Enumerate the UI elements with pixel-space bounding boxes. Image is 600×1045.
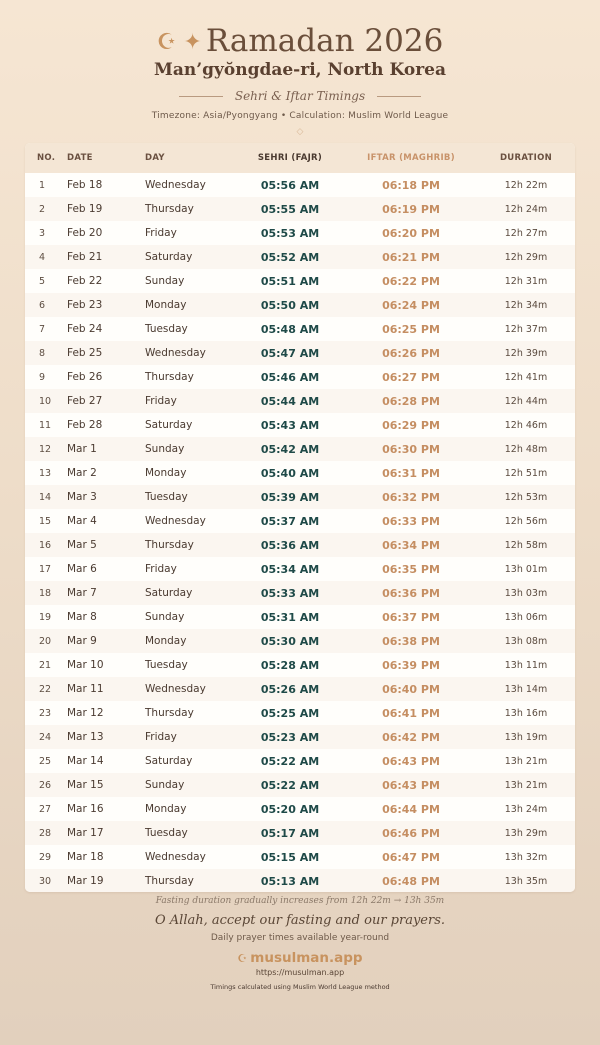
row-no: 27 — [39, 803, 52, 815]
row-sehri: 05:36 AM — [260, 538, 320, 552]
row-sehri: 05:52 AM — [260, 250, 320, 264]
table-row — [25, 653, 575, 677]
row-iftar: 06:34 PM — [382, 538, 440, 552]
row-duration: 13h 16m — [504, 707, 548, 719]
row-day: Wednesday — [145, 347, 206, 359]
row-no: 2 — [39, 203, 46, 215]
table-row — [25, 821, 575, 845]
row-duration: 12h 48m — [504, 443, 548, 455]
row-sehri: 05:20 AM — [260, 802, 320, 816]
table-row — [25, 461, 575, 485]
row-sehri: 05:56 AM — [260, 178, 320, 192]
row-duration: 12h 53m — [504, 491, 548, 503]
row-date: Feb 20 — [67, 227, 103, 239]
row-sehri: 05:55 AM — [260, 202, 320, 216]
row-sehri: 05:30 AM — [260, 634, 320, 648]
table-row — [25, 773, 575, 797]
row-iftar: 06:31 PM — [382, 466, 440, 480]
row-sehri: 05:43 AM — [260, 418, 320, 432]
duration-note: Fasting duration gradually increases from 12h 22m → 13h 35m — [155, 896, 445, 906]
row-day: Saturday — [145, 251, 193, 263]
row-date: Feb 19 — [67, 203, 103, 215]
row-date: Feb 27 — [67, 395, 103, 407]
row-duration: 12h 46m — [504, 419, 548, 431]
row-no: 21 — [39, 659, 52, 671]
row-date: Mar 10 — [67, 659, 104, 671]
table-row — [25, 389, 575, 413]
row-sehri: 05:37 AM — [260, 514, 320, 528]
row-day: Thursday — [145, 875, 194, 887]
row-date: Mar 2 — [67, 467, 97, 479]
row-day: Monday — [145, 635, 187, 647]
page-title — [0, 24, 600, 60]
row-date: Mar 4 — [67, 515, 97, 527]
row-iftar: 06:35 PM — [382, 562, 440, 576]
row-day: Friday — [145, 395, 177, 407]
row-iftar: 06:44 PM — [382, 802, 440, 816]
table-row — [25, 629, 575, 653]
row-iftar: 06:19 PM — [382, 202, 440, 216]
row-no: 7 — [39, 323, 46, 335]
row-duration: 12h 22m — [504, 179, 548, 191]
row-date: Mar 19 — [67, 875, 104, 887]
table-row — [25, 869, 575, 892]
row-day: Thursday — [145, 203, 194, 215]
row-no: 14 — [39, 491, 52, 503]
row-day: Monday — [145, 467, 187, 479]
table-row — [25, 509, 575, 533]
table-row — [25, 293, 575, 317]
table-row — [25, 341, 575, 365]
row-iftar: 06:37 PM — [382, 610, 440, 624]
row-sehri: 05:17 AM — [260, 826, 320, 840]
location-title: Man’gyŏngdae-ri, North Korea — [154, 60, 446, 80]
table-row — [25, 581, 575, 605]
row-duration: 12h 24m — [504, 203, 548, 215]
row-no: 29 — [39, 851, 52, 863]
brand-link[interactable] — [0, 950, 600, 967]
row-day: Wednesday — [145, 683, 206, 695]
prayer-text: O Allah, accept our fasting and our prayers. — [154, 913, 446, 928]
row-day: Saturday — [145, 587, 193, 599]
row-no: 22 — [39, 683, 52, 695]
row-day: Tuesday — [145, 491, 188, 503]
row-no: 11 — [39, 419, 52, 431]
row-sehri: 05:47 AM — [260, 346, 320, 360]
row-iftar: 06:25 PM — [382, 322, 440, 336]
row-iftar: 06:39 PM — [382, 658, 440, 672]
row-sehri: 05:33 AM — [260, 586, 320, 600]
row-iftar: 06:27 PM — [382, 370, 440, 384]
row-duration: 13h 06m — [504, 611, 548, 623]
row-day: Saturday — [145, 419, 193, 431]
row-duration: 13h 21m — [504, 779, 548, 791]
row-day: Sunday — [145, 275, 185, 287]
row-day: Wednesday — [145, 851, 206, 863]
table-row — [25, 413, 575, 437]
row-date: Mar 8 — [67, 611, 97, 623]
row-date: Mar 12 — [67, 707, 104, 719]
crescent-star-icon: ☪ ✦ — [156, 30, 202, 55]
row-sehri: 05:50 AM — [260, 298, 320, 312]
row-sehri: 05:40 AM — [260, 466, 320, 480]
row-sehri: 05:23 AM — [260, 730, 320, 744]
tagline-row — [0, 89, 600, 103]
row-iftar: 06:22 PM — [382, 274, 440, 288]
row-date: Mar 16 — [67, 803, 104, 815]
row-day: Friday — [145, 227, 177, 239]
row-date: Mar 17 — [67, 827, 104, 839]
row-no: 25 — [39, 755, 52, 767]
table-row — [25, 797, 575, 821]
row-iftar: 06:38 PM — [382, 634, 440, 648]
row-day: Sunday — [145, 611, 185, 623]
table-row — [25, 749, 575, 773]
row-day: Wednesday — [145, 515, 206, 527]
row-date: Mar 11 — [67, 683, 104, 695]
row-duration: 13h 01m — [504, 563, 548, 575]
row-iftar: 06:40 PM — [382, 682, 440, 696]
row-iftar: 06:43 PM — [382, 754, 440, 768]
row-no: 8 — [39, 347, 46, 359]
row-duration: 13h 29m — [504, 827, 548, 839]
diamond-ornament-icon: ◇ — [296, 127, 304, 137]
row-duration: 13h 32m — [504, 851, 548, 863]
timings-table — [25, 143, 575, 892]
header-date: DATE — [67, 153, 93, 163]
row-sehri: 05:28 AM — [260, 658, 320, 672]
row-iftar: 06:47 PM — [382, 850, 440, 864]
row-duration: 13h 35m — [504, 875, 548, 887]
table-row — [25, 173, 575, 197]
row-day: Friday — [145, 731, 177, 743]
table-row — [25, 245, 575, 269]
row-sehri: 05:22 AM — [260, 778, 320, 792]
row-date: Mar 7 — [67, 587, 97, 599]
row-sehri: 05:44 AM — [260, 394, 320, 408]
row-no: 24 — [39, 731, 52, 743]
row-no: 19 — [39, 611, 52, 623]
row-day: Wednesday — [145, 179, 206, 191]
row-day: Sunday — [145, 779, 185, 791]
row-iftar: 06:24 PM — [382, 298, 440, 312]
table-row — [25, 365, 575, 389]
row-no: 13 — [39, 467, 52, 479]
brand-name: musulman.app — [250, 950, 363, 966]
row-sehri: 05:53 AM — [260, 226, 320, 240]
row-duration: 12h 58m — [504, 539, 548, 551]
row-sehri: 05:31 AM — [260, 610, 320, 624]
row-iftar: 06:29 PM — [382, 418, 440, 432]
row-day: Sunday — [145, 443, 185, 455]
table-header — [25, 143, 575, 173]
row-date: Feb 18 — [67, 179, 103, 191]
header-day: DAY — [145, 153, 165, 163]
row-day: Thursday — [145, 539, 194, 551]
divider-right — [377, 96, 421, 97]
row-day: Tuesday — [145, 323, 188, 335]
table-row — [25, 317, 575, 341]
row-date: Mar 13 — [67, 731, 104, 743]
row-no: 18 — [39, 587, 52, 599]
row-duration: 13h 08m — [504, 635, 548, 647]
row-duration: 12h 44m — [504, 395, 548, 407]
crescent-icon: ☪ — [237, 952, 248, 965]
row-sehri: 05:34 AM — [260, 562, 320, 576]
row-no: 28 — [39, 827, 52, 839]
row-date: Feb 24 — [67, 323, 103, 335]
table-row — [25, 557, 575, 581]
row-iftar: 06:48 PM — [382, 874, 440, 888]
row-duration: 12h 41m — [504, 371, 548, 383]
row-date: Mar 15 — [67, 779, 104, 791]
row-iftar: 06:18 PM — [382, 178, 440, 192]
timezone-meta: Timezone: Asia/Pyongyang • Calculation: Muslim World League — [151, 111, 449, 121]
row-duration: 12h 51m — [504, 467, 548, 479]
row-sehri: 05:46 AM — [260, 370, 320, 384]
header-duration: DURATION — [499, 153, 553, 163]
row-no: 23 — [39, 707, 52, 719]
row-sehri: 05:13 AM — [260, 874, 320, 888]
row-iftar: 06:28 PM — [382, 394, 440, 408]
row-no: 9 — [39, 371, 46, 383]
table-row — [25, 269, 575, 293]
row-duration: 12h 27m — [504, 227, 548, 239]
row-date: Feb 22 — [67, 275, 103, 287]
row-sehri: 05:51 AM — [260, 274, 320, 288]
page-footer — [0, 896, 600, 992]
row-sehri: 05:15 AM — [260, 850, 320, 864]
table-row — [25, 701, 575, 725]
row-duration: 13h 14m — [504, 683, 548, 695]
row-day: Tuesday — [145, 659, 188, 671]
row-day: Saturday — [145, 755, 193, 767]
row-duration: 12h 34m — [504, 299, 548, 311]
row-no: 3 — [39, 227, 46, 239]
row-date: Feb 25 — [67, 347, 103, 359]
title-text: Ramadan 2026 — [205, 23, 444, 59]
row-day: Friday — [145, 563, 177, 575]
row-iftar: 06:46 PM — [382, 826, 440, 840]
row-sehri: 05:39 AM — [260, 490, 320, 504]
row-date: Feb 28 — [67, 419, 103, 431]
row-duration: 12h 31m — [504, 275, 548, 287]
row-no: 10 — [39, 395, 52, 407]
row-date: Mar 3 — [67, 491, 97, 503]
row-no: 6 — [39, 299, 46, 311]
row-date: Feb 21 — [67, 251, 103, 263]
row-date: Feb 23 — [67, 299, 103, 311]
row-duration: 13h 19m — [504, 731, 548, 743]
row-iftar: 06:20 PM — [382, 226, 440, 240]
row-no: 15 — [39, 515, 52, 527]
row-sehri: 05:25 AM — [260, 706, 320, 720]
row-iftar: 06:26 PM — [382, 346, 440, 360]
row-date: Mar 18 — [67, 851, 104, 863]
row-iftar: 06:42 PM — [382, 730, 440, 744]
row-duration: 13h 21m — [504, 755, 548, 767]
row-duration: 13h 11m — [504, 659, 548, 671]
row-no: 4 — [39, 251, 46, 263]
row-duration: 12h 37m — [504, 323, 548, 335]
row-day: Thursday — [145, 707, 194, 719]
row-no: 26 — [39, 779, 52, 791]
row-day: Monday — [145, 299, 187, 311]
table-row — [25, 221, 575, 245]
row-iftar: 06:32 PM — [382, 490, 440, 504]
page-header — [0, 0, 600, 137]
calc-note: Timings calculated using Muslim World League method — [210, 983, 390, 991]
row-no: 17 — [39, 563, 52, 575]
row-duration: 12h 39m — [504, 347, 548, 359]
row-date: Mar 9 — [67, 635, 97, 647]
daily-note: Daily prayer times available year-round — [210, 933, 390, 943]
header-no: NO. — [37, 153, 56, 163]
row-duration: 13h 03m — [504, 587, 548, 599]
divider-left — [179, 96, 223, 97]
row-date: Mar 5 — [67, 539, 97, 551]
row-duration: 12h 56m — [504, 515, 548, 527]
row-day: Tuesday — [145, 827, 188, 839]
row-sehri: 05:22 AM — [260, 754, 320, 768]
row-duration: 12h 29m — [504, 251, 548, 263]
row-iftar: 06:36 PM — [382, 586, 440, 600]
header-iftar: IFTAR (MAGHRIB) — [367, 153, 455, 163]
row-no: 1 — [39, 179, 46, 191]
row-no: 20 — [39, 635, 52, 647]
row-iftar: 06:30 PM — [382, 442, 440, 456]
brand-url[interactable]: https://musulman.app — [255, 968, 345, 977]
row-no: 12 — [39, 443, 52, 455]
header-sehri: SEHRI (FAJR) — [257, 153, 323, 163]
row-date: Mar 1 — [67, 443, 97, 455]
row-iftar: 06:21 PM — [382, 250, 440, 264]
row-no: 30 — [39, 875, 52, 887]
row-date: Mar 6 — [67, 563, 97, 575]
row-iftar: 06:41 PM — [382, 706, 440, 720]
row-iftar: 06:43 PM — [382, 778, 440, 792]
row-day: Thursday — [145, 371, 194, 383]
table-row — [25, 197, 575, 221]
tagline: Sehri & Iftar Timings — [234, 89, 366, 103]
table-row — [25, 533, 575, 557]
row-sehri: 05:26 AM — [260, 682, 320, 696]
row-date: Mar 14 — [67, 755, 104, 767]
table-row — [25, 725, 575, 749]
row-duration: 13h 24m — [504, 803, 548, 815]
table-row — [25, 845, 575, 869]
row-no: 16 — [39, 539, 52, 551]
table-row — [25, 677, 575, 701]
table-row — [25, 437, 575, 461]
table-body — [25, 173, 575, 892]
row-sehri: 05:48 AM — [260, 322, 320, 336]
row-iftar: 06:33 PM — [382, 514, 440, 528]
row-day: Monday — [145, 803, 187, 815]
table-row — [25, 605, 575, 629]
row-sehri: 05:42 AM — [260, 442, 320, 456]
row-no: 5 — [39, 275, 46, 287]
row-date: Feb 26 — [67, 371, 103, 383]
table-row — [25, 485, 575, 509]
